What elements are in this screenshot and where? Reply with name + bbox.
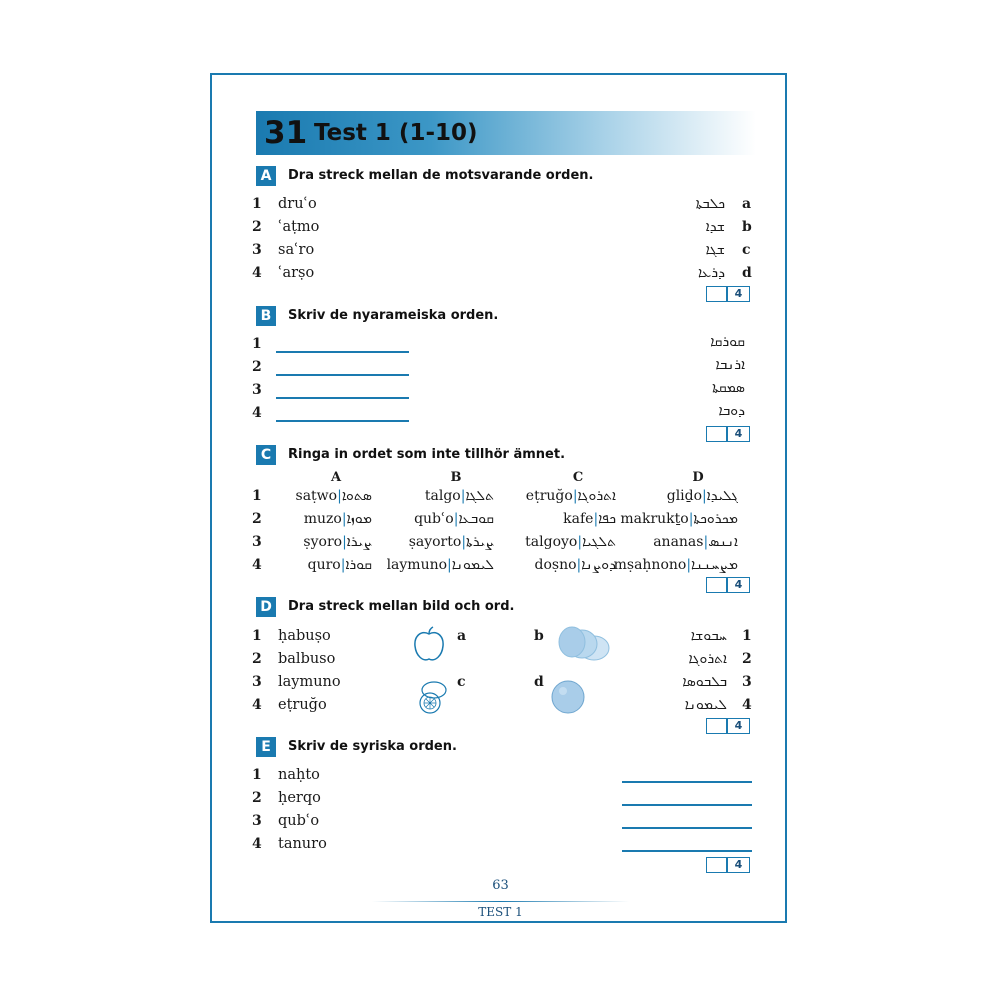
section-c-max-score: 4	[734, 578, 743, 591]
section-c-row-num: 1	[252, 488, 262, 504]
section-b-row-num: 1	[252, 336, 262, 352]
section-c-badge: C	[256, 445, 276, 465]
section-d-row-num: 4	[252, 697, 262, 713]
separator-bar: |	[340, 557, 346, 573]
section-c-option[interactable]	[614, 556, 738, 574]
section-a-word: ʿaṭmo	[278, 219, 320, 235]
section-d-syriac-word: ܚܒܘܫܐ	[690, 628, 727, 644]
section-e-badge: E	[256, 737, 276, 757]
section-c-score-box[interactable]	[706, 577, 750, 593]
section-c-option-word: eṭruğo	[525, 488, 573, 504]
separator-bar: |	[453, 511, 459, 527]
section-b-score-box[interactable]	[706, 426, 750, 442]
page-title: Test 1 (1-10)	[314, 120, 478, 146]
column-header-c: C	[572, 470, 584, 485]
section-c-option-word: qubʿo	[414, 511, 454, 527]
section-d-syriac-word: ܐܬܪܘܓܐ	[688, 651, 727, 667]
section-b-syriac-word: ܕܘܒܐ	[718, 403, 745, 419]
section-a-syriac-word: ܫܓܐ	[705, 242, 725, 258]
section-e-answer-line[interactable]	[622, 827, 752, 829]
separator-bar: |	[572, 488, 578, 504]
section-e-answer-line[interactable]	[622, 781, 752, 783]
section-b-answer-line[interactable]	[276, 397, 409, 399]
section-a-letter: a	[742, 196, 752, 212]
section-a-row-num: 3	[252, 242, 262, 258]
separator-bar: |	[703, 534, 709, 550]
section-c-option-word: mṣaḥnono	[613, 557, 687, 573]
section-c-option-syriac: ܩܘܒܥܐ	[458, 511, 494, 527]
picture-letter-b: b	[534, 628, 544, 644]
section-c-option[interactable]	[653, 533, 738, 551]
separator-bar: |	[460, 488, 466, 504]
section-c-option-syriac: ܓܠܝܕܐ	[706, 488, 738, 504]
footer-label: TEST 1	[478, 905, 523, 919]
section-d-syriac-word: ܠܝܡܘܢܐ	[684, 697, 727, 713]
section-c-row-num: 4	[252, 557, 262, 573]
section-c-option[interactable]	[304, 510, 372, 528]
section-c-row-num: 2	[252, 511, 262, 527]
section-d-row-num: 1	[252, 628, 262, 644]
section-c-option-syriac: ܩܘܪܐ	[345, 557, 372, 573]
section-a-word: druʿo	[278, 196, 317, 212]
separator-bar: |	[576, 557, 582, 573]
separator-bar: |	[577, 534, 583, 550]
section-a-letter: b	[742, 219, 752, 235]
section-c-option-syriac: ܡܘܙܐ	[346, 511, 372, 527]
section-c-option-word: ṣayorto	[408, 534, 462, 550]
section-a-row-num: 2	[252, 219, 262, 235]
picture-letter-d: d	[534, 674, 544, 690]
separator-bar: |	[593, 511, 599, 527]
section-c-option-syriac: ܟܦܐ	[598, 511, 616, 527]
section-e-word: ḥerqo	[278, 790, 321, 806]
section-c-option-word: gliḏo	[666, 488, 703, 504]
section-e-row-num: 4	[252, 836, 262, 852]
exercise-number: 31	[264, 115, 308, 151]
section-a-syriac-word: ܟܠܒܬܐ	[695, 196, 725, 212]
section-b-syriac-word: ܐܪܢܒܐ	[715, 357, 745, 373]
column-header-b: B	[450, 470, 462, 485]
section-c-option[interactable]	[620, 510, 738, 528]
section-c-option-word: doṣno	[534, 557, 577, 573]
section-c-option-syriac: ܨܝܪܬܐ	[466, 534, 494, 550]
section-c-option-syriac: ܠܝܡܘܢܐ	[451, 557, 494, 573]
separator-bar: |	[342, 534, 347, 550]
separator-bar: |	[686, 557, 692, 573]
orange-icon[interactable]	[550, 679, 586, 715]
section-d-score-box[interactable]	[706, 718, 750, 734]
section-a-title: Dra streck mellan de motsvarande orden.	[288, 168, 594, 183]
section-e-word: naḥto	[278, 767, 320, 783]
section-e-word: tanuro	[278, 836, 327, 852]
section-c-option[interactable]	[296, 487, 372, 505]
section-c-option-syriac: ܡܨܚܢܢܐ	[691, 557, 738, 573]
section-d-row-num: 3	[252, 674, 262, 690]
section-c-option[interactable]	[525, 533, 616, 551]
section-a-max-score: 4	[734, 287, 743, 300]
section-b-syriac-word: ܩܘܪܩܐ	[710, 334, 745, 350]
section-c-option[interactable]	[667, 487, 738, 505]
section-e-row-num: 3	[252, 813, 262, 829]
lemon-icon[interactable]	[412, 676, 452, 716]
section-e-title: Skriv de syriska orden.	[288, 739, 457, 754]
section-d-syriac-word: ܒܠܒܘܣܐ	[682, 674, 727, 690]
section-e-row-num: 1	[252, 767, 262, 783]
section-b-title: Skriv de nyarameiska orden.	[288, 308, 499, 323]
section-a-word: ʿarṣo	[278, 265, 315, 281]
column-header-a: A	[330, 470, 342, 485]
grapefruit-slices-icon[interactable]	[550, 624, 612, 664]
section-c-option-word: laymuno	[386, 557, 448, 573]
section-c-option[interactable]	[414, 510, 494, 528]
section-c-option[interactable]	[409, 533, 494, 551]
section-e-answer-line[interactable]	[622, 850, 752, 852]
section-b-answer-line[interactable]	[276, 420, 409, 422]
section-a-letter: d	[742, 265, 752, 281]
separator-bar: |	[702, 488, 707, 504]
section-d-word: laymuno	[278, 674, 341, 690]
section-c-option-word: quro	[307, 557, 341, 573]
section-c-option-word: muzo	[303, 511, 342, 527]
apple-icon[interactable]	[412, 626, 446, 664]
separator-bar: |	[341, 511, 347, 527]
section-e-score-box[interactable]	[706, 857, 750, 873]
section-c-option-syriac: ܐܬܪܘܓܐ	[577, 488, 616, 504]
section-a-score-box[interactable]	[706, 286, 750, 302]
section-c-option-word: ṣyoro	[303, 534, 343, 550]
section-a-badge: A	[256, 166, 276, 186]
section-b-max-score: 4	[734, 427, 743, 440]
separator-bar: |	[337, 488, 342, 504]
section-c-row-num: 3	[252, 534, 262, 550]
section-d-word: balbuso	[278, 651, 336, 667]
worksheet-page	[210, 73, 787, 923]
section-e-answer-line[interactable]	[622, 804, 752, 806]
section-e-row-num: 2	[252, 790, 262, 806]
section-c-option[interactable]	[303, 533, 372, 551]
section-c-option[interactable]	[308, 556, 372, 574]
section-c-option[interactable]	[387, 556, 494, 574]
section-d-right-num: 2	[742, 651, 752, 667]
section-b-row-num: 3	[252, 382, 262, 398]
section-d-badge: D	[256, 597, 276, 617]
page-number: 63	[492, 878, 509, 893]
section-a-letter: c	[742, 242, 751, 258]
section-d-word: ḥabuṣo	[278, 628, 331, 644]
section-d-right-num: 1	[742, 628, 752, 644]
separator-bar: |	[688, 511, 694, 527]
column-header-d: D	[692, 470, 704, 485]
section-d-word: eṭruğo	[278, 697, 327, 713]
title-banner	[256, 111, 756, 155]
picture-letter-a: a	[457, 628, 467, 644]
section-c-option-syriac: ܕܘܨܢܐ	[581, 557, 616, 573]
section-c-option-word: talgo	[424, 488, 461, 504]
section-c-option[interactable]	[425, 487, 494, 505]
section-b-badge: B	[256, 306, 276, 326]
section-b-syriac-word: ܣܡܩܬܐ	[712, 380, 745, 396]
footer-divider	[372, 901, 629, 902]
section-b-row-num: 4	[252, 405, 262, 421]
section-e-word: qubʿo	[278, 813, 320, 829]
section-c-option-word: kafe	[563, 511, 594, 527]
section-c-option-word: makrukṯo	[620, 511, 689, 527]
section-b-row-num: 2	[252, 359, 262, 375]
section-d-max-score: 4	[734, 719, 743, 732]
section-e-max-score: 4	[734, 858, 743, 871]
section-c-option-syriac: ܣܬܘܐ	[341, 488, 372, 504]
section-c-option-syriac: ܬܠܓܝܐ	[582, 534, 616, 550]
separator-bar: |	[447, 557, 452, 573]
section-c-title: Ringa in ordet som inte tillhör ämnet.	[288, 447, 566, 462]
section-c-option-word: ananas	[653, 534, 704, 550]
section-b-answer-line[interactable]	[276, 374, 409, 376]
separator-bar: |	[461, 534, 467, 550]
section-a-row-num: 4	[252, 265, 262, 281]
section-c-option[interactable]	[526, 487, 616, 505]
section-b-answer-line[interactable]	[276, 351, 409, 353]
section-d-right-num: 4	[742, 697, 752, 713]
section-c-option[interactable]	[563, 510, 616, 528]
section-c-option-syriac: ܡܟܪܘܟܬܐ	[693, 511, 738, 527]
section-a-word: saʿro	[278, 242, 315, 258]
section-a-row-num: 1	[252, 196, 262, 212]
section-d-row-num: 2	[252, 651, 262, 667]
section-a-syriac-word: ܕܪܥܐ	[697, 265, 725, 281]
section-d-title: Dra streck mellan bild och ord.	[288, 599, 515, 614]
section-c-option-word: talgoyo	[525, 534, 578, 550]
section-c-option-syriac: ܬܠܓܐ	[465, 488, 494, 504]
section-a-syriac-word: ܫܕܐ	[705, 219, 725, 235]
section-d-right-num: 3	[742, 674, 752, 690]
section-c-option-syriac: ܐܢܢܣ	[708, 534, 738, 550]
picture-letter-c: c	[457, 674, 466, 690]
section-c-option[interactable]	[535, 556, 616, 574]
section-c-option-syriac: ܨܝܪܐ	[346, 534, 372, 550]
section-c-option-word: saṭwo	[295, 488, 338, 504]
